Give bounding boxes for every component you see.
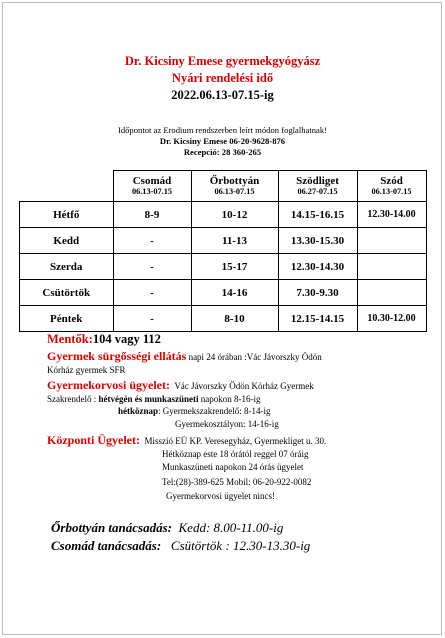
weekday-rest: : Gyermekszakrendelő: 8-14-ig [158,406,271,416]
day-cell: Péntek [20,306,114,332]
central-duty-hours: Hétköznap este 18 órától reggel 07 óráig [162,449,309,459]
table-row [20,228,427,254]
table-row [20,306,427,332]
table-cell: 10.30-12.00 [357,306,426,332]
column-name: Szód [380,175,403,188]
central-duty-label: Központi Ügyelet [47,433,136,447]
table-cell: 12.30-14.30 [278,254,357,280]
table-cell: 14-16 [191,280,278,306]
doctor-title: Dr. Kicsiny Emese gyermekgyógyász [124,54,321,68]
table-cell: 12.15-14.15 [278,306,357,332]
consultation-sep: : [156,538,162,553]
central-duty-address: Misszió EÜ KP. Veresegyház, Gyermekliget u. 30. [144,436,327,446]
table-cell: - [113,280,191,306]
weekend-rest: napokon 8-16-ig [200,394,261,404]
column-header-szod [357,171,426,202]
table-row [20,254,427,280]
emergency-text-2: Kórház gyermek SFR [47,365,126,375]
column-name: Őrbottyán [209,175,260,188]
table-cell: 12.30-14.00 [357,202,426,228]
day-cell: Szerda [20,254,114,280]
table-row [20,202,427,228]
column-dates: 06.13-07.15 [131,186,173,196]
table-header-row [20,171,427,202]
doctor-phone: Dr. Kicsiny Emese 06-20-9628-876 [159,136,286,146]
column-name: Csomád [132,175,172,188]
table-cell: 11-13 [191,228,278,254]
booking-note: Időpontot az Erodium rendszerben leírt módon foglalhatnak! [117,125,328,135]
reception-phone: Recepció: 28 360-265 [183,147,262,157]
schedule-period: 2022.06.13-07.15-ig [171,88,274,102]
consultation-place: Csomád tanácsadás [51,538,157,553]
emergency-line [47,351,322,363]
weekend-bold: hétvégén és munkaszüneti [98,394,199,404]
emergency-text: napi 24 órában :Vác Jávorszky Ödön [188,352,322,362]
table-cell [357,254,426,280]
ambulance-line [47,334,161,345]
pediatric-duty-label: Gyermekorvosi ügyelet [47,378,166,392]
column-dates: 06.13-07.15 [371,186,412,196]
table-corner [20,171,114,202]
weekday-bold: hétköznap [118,406,159,416]
consultation-time: Kedd: 8.00-11.00-ig [178,520,284,535]
consultation-place: Őrbottyán tanácsadás [51,520,168,535]
emergency-label: Gyermek sürgősségi ellátás [47,349,187,363]
consultation-orbottyan [51,520,283,536]
central-duty-line [47,435,326,447]
pediatric-duty-sep: : [165,378,170,392]
schedule-subtitle: Nyári rendelési idő [171,71,274,85]
column-dates: 06.13-07.15 [214,186,255,196]
table-cell: - [113,254,191,280]
table-cell [357,228,426,254]
table-cell: 8-10 [191,306,278,332]
table-cell: 13.30-15.30 [278,228,357,254]
central-duty-holiday: Munkaszüneti napokon 24 órás ügyelet [162,462,304,472]
ambulance-label: Mentők: [47,332,93,346]
central-duty-note: Gyermekorvosi ügyelet nincs! [166,491,275,501]
table-cell: - [113,228,191,254]
column-name: Szödliget [296,175,339,188]
column-dates: 06.27-07.15 [297,186,338,196]
pediatric-duty-weekend [47,394,261,405]
table-cell: - [113,306,191,332]
table-cell: 8-9 [113,202,191,228]
central-duty-phones: Tel:(28)-389-625 Mobil: 06-20-922-0082 [162,477,312,487]
ambulance-number: 104 vagy 112 [92,332,161,346]
column-header-csomad [113,171,191,202]
table-row [20,280,427,306]
consultation-sep: : [167,520,172,535]
column-header-orbottyan [191,171,278,202]
table-cell: 14.15-16.15 [278,202,357,228]
consultation-time: Csütörtök : 12.30-13.30-ig [170,538,311,553]
table-cell: 10-12 [191,202,278,228]
day-cell: Kedd [20,228,114,254]
pediatric-ward-hours: Gyermekosztályon: 14-16-ig [175,419,279,429]
consultation-csomad [51,538,310,554]
table-cell [357,280,426,306]
table-cell: 15-17 [191,254,278,280]
pediatric-duty-line [47,380,314,392]
day-cell: Hétfő [20,202,114,228]
pediatric-duty-text: Vác Jávorszky Ödön Kórház Gyermek [174,381,314,391]
schedule-table [19,170,427,332]
weekend-prefix: Szakrendelő : [47,394,97,404]
column-header-szodliget [278,171,357,202]
table-cell: 7.30-9.30 [278,280,357,306]
pediatric-duty-weekday [118,406,270,417]
day-cell: Csütörtök [20,280,114,306]
central-duty-sep: : [136,433,140,447]
